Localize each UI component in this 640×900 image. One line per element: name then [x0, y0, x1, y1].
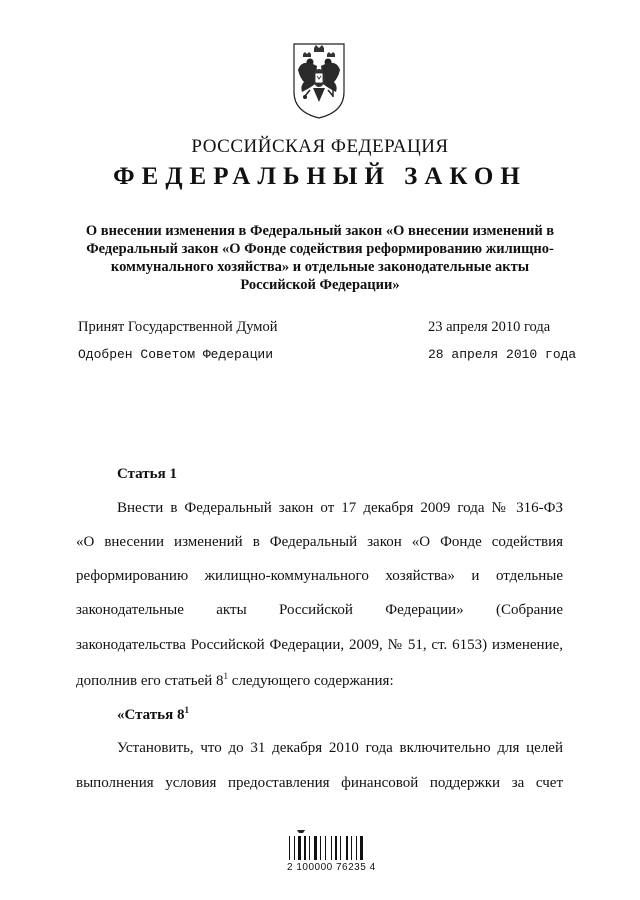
article-1-text-line: реформированию жилищно-коммунального хозяйства» и отдельные: [76, 568, 563, 584]
article-1-text-line: Внести в Федеральный закон от 17 декабря 2009 года № 316-ФЗ: [117, 500, 563, 516]
council-approval-date: 28 апреля 2010 года: [428, 347, 577, 362]
law-type-heading: ФЕДЕРАЛЬНЫЙ ЗАКОН: [113, 163, 527, 190]
law-title-line: Федеральный закон «О Фонде содействия реформированию жилищно-: [86, 241, 554, 257]
council-approval-label: Одобрен Советом Федерации: [78, 347, 274, 362]
law-title: [70, 222, 570, 294]
law-title-line: Российской Федерации»: [240, 277, 400, 293]
article-8-1-text-line: выполнения условия предоставления финансовой поддержки за счет: [76, 775, 563, 791]
duma-adoption-date: 23 апреля 2010 года: [428, 319, 551, 335]
article-1-heading: Статья 1: [117, 466, 177, 482]
article-1-text-line: дополнив его статьей $8^1$ следующего содержания:: [76, 671, 394, 689]
barcode-number: 2 100000 76235 4: [287, 862, 376, 873]
coat-of-arms-emblem: [286, 40, 352, 120]
article-1-text-line: «О внесении изменений в Федеральный закон «О Фонде содействия: [76, 534, 563, 550]
article-8-1-heading: «Статья $8^1$: [117, 705, 189, 723]
article-1-text-line: законодательные акты Российской Федерации» (Собрание: [76, 602, 563, 618]
law-title-line: коммунального хозяйства» и отдельные законодательные акты: [110, 259, 530, 275]
article-8-1-text-line: Установить, что до 31 декабря 2010 года включительно для целей: [117, 740, 563, 756]
country-name: РОССИЙСКАЯ ФЕДЕРАЦИЯ: [191, 136, 449, 157]
duma-adoption-label: Принят Государственной Думой: [78, 319, 278, 335]
article-1-text-line: законодательства Российской Федерации, 2009, № 51, ст. 6153) изменение,: [76, 637, 563, 653]
law-title-line: О внесении изменения в Федеральный закон «О внесении изменений в: [85, 223, 555, 239]
